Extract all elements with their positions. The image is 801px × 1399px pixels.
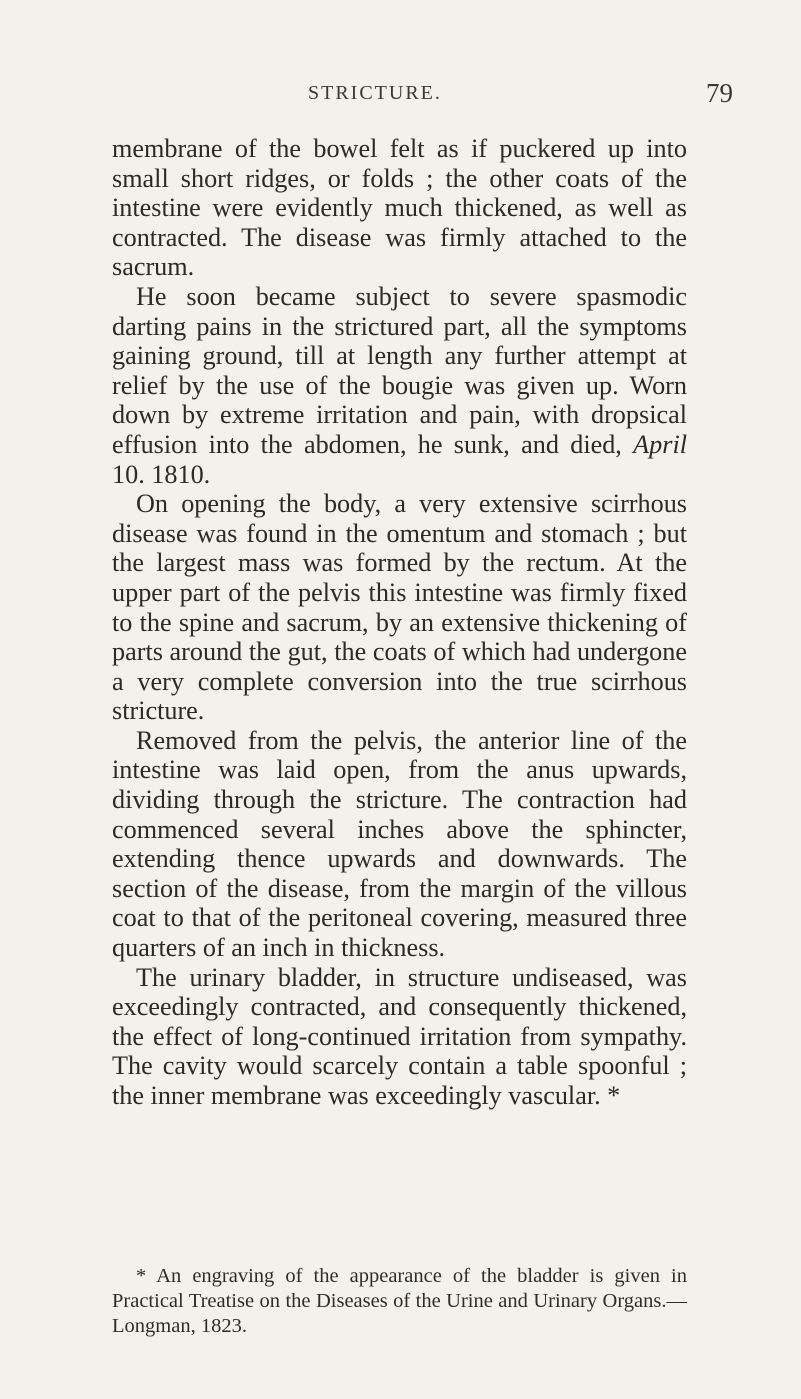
paragraph-1: membrane of the bowel felt as if puckered up into small short ridges, or folds ; the other coats of the intestine were evidently much thickened, as well as contracted. The disease was firmly attached to the sacrum. bbox=[112, 134, 687, 282]
footnote: * An engraving of the appearance of the bladder is given in Practical Treatise on the Diseases of the Urine and Urinary Organs.—Longman, 1823. bbox=[112, 1265, 687, 1337]
paragraph-4: Removed from the pelvis, the anterior line of the intestine was laid open, from the anus upwards, dividing through the stricture. The contraction had commenced several inches above the sphincter, extending thence upwards and downwards. The section of the disease, from the margin of the villous coat to that of the peritoneal covering, measured three quarters of an inch in thickness. bbox=[112, 725, 687, 963]
paragraph-3: On opening the body, a very extensive scirrhous disease was found in the omentum and stomach ; but the largest mass was formed by the rectum. At the upper part of the pelvis this intestine was firmly fixed to the spine and sacrum, by an extensive thickening of parts around the gut, the coats of which had undergone a very complete conversion into the true scirrhous stricture. bbox=[112, 489, 687, 726]
death-month: April bbox=[633, 429, 687, 459]
paragraph-2-text: He soon became subject to severe spasmodic darting pains in the strictured part, all the symptoms gaining ground, till at length any further attempt at relief by the use of the bougie was given up. Worn down by extreme irritation and pain, with dropsical effusion into the abdomen, he sunk, and died, bbox=[112, 281, 687, 459]
body-text bbox=[112, 134, 687, 1111]
paragraph-5: The urinary bladder, in structure undiseased, was exceedingly contracted, and consequently thickened, the effect of long-continued irritation from sympathy. The cavity would scarcely contain a table spoonful ; the inner membrane was exceedingly vascular. * bbox=[112, 962, 687, 1110]
death-date: 10. 1810. bbox=[112, 459, 211, 489]
paragraph-2 bbox=[112, 282, 687, 489]
running-head bbox=[0, 78, 801, 114]
page-number: 79 bbox=[706, 78, 733, 108]
running-title: STRICTURE. bbox=[308, 82, 442, 104]
